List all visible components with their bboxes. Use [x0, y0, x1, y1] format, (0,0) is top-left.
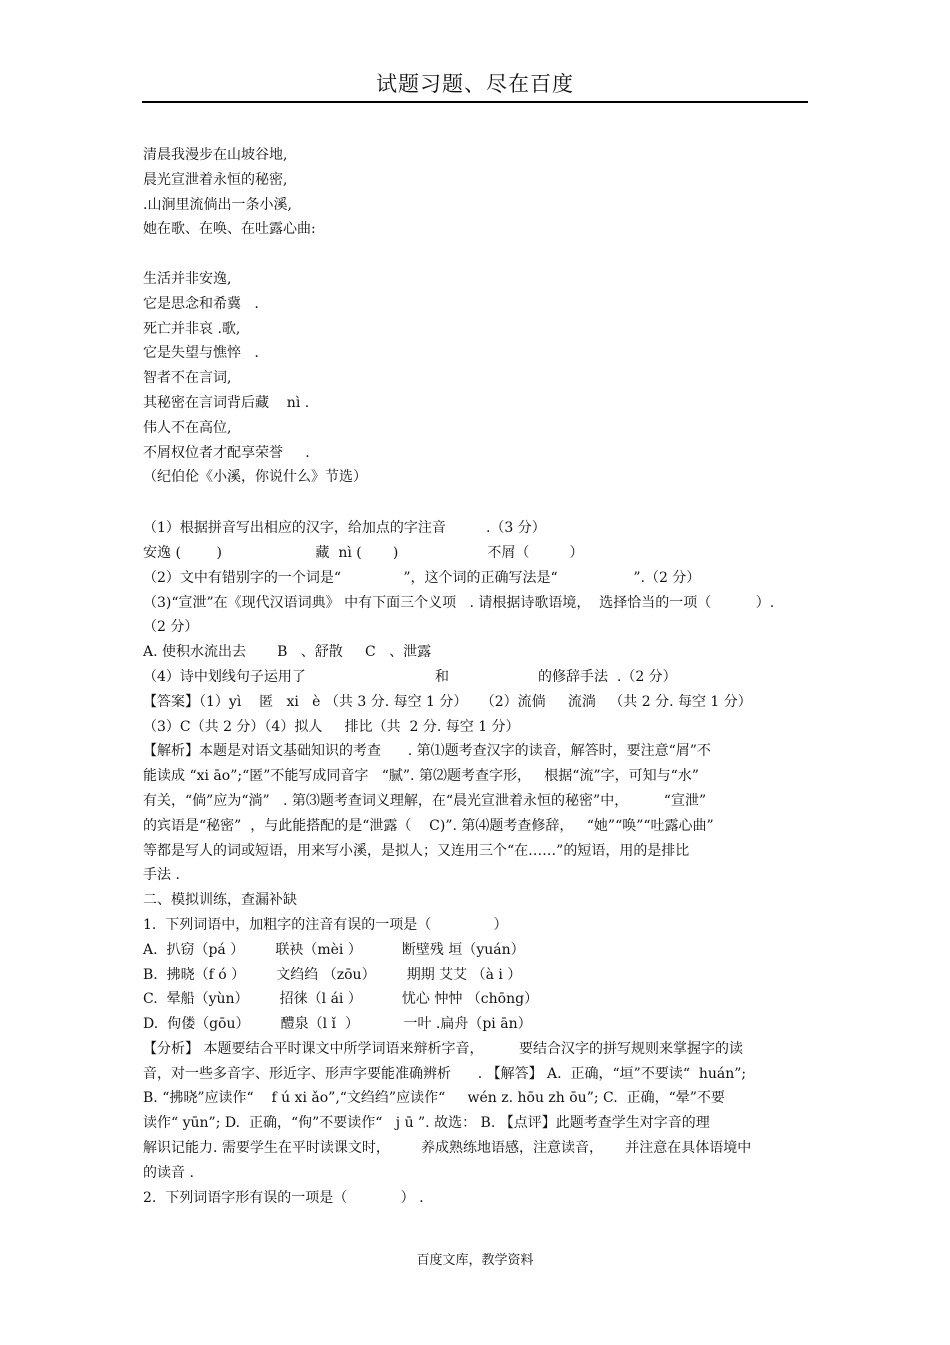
analysis-line: 的读音 .: [143, 1164, 194, 1181]
analysis-line: 【分析】 本题要结合平时课文中所学词语来辩析字音， 要结合汉字的拼写规则来掌握字的读: [143, 1040, 744, 1057]
poem-line: 智者不在言词,: [143, 370, 232, 387]
analysis-line: 解识记能力. 需要学生在平时读课文时， 养成熟练地语感，注意读音， 并注意在具体语境中: [143, 1140, 752, 1157]
question-line: A. 使积水流出去 B 、舒散 C 、泄露: [143, 644, 432, 661]
poem-line: 清晨我漫步在山坡谷地,: [143, 147, 288, 163]
answer-line: 【答案】（1）yì 匿 xi è （共 3 分. 每空 1 分） （2）流倘 流淌 （共 2 分. 每空 1 分）: [143, 693, 752, 710]
poem-line: 不屑权位者才配享荣誉 .: [143, 444, 310, 461]
question-line: （3)“宣泄”在《现代汉语词典》 中有下面三个义项 . 请根据诗歌语境， 选择恰当的一项（ ）.: [143, 594, 775, 611]
analysis-line: 的宾语是“秘密” ，与此能搭配的是“泄露（ C)”. 第⑷题考查修辞， “她”“唤”“吐露心曲”: [143, 817, 714, 834]
analysis-line: 读作“ yūn”; D. 正确，“佝”不要读作“ j ū ”. 故选： B. 【点评】此题考查学生对字音的理: [143, 1115, 710, 1132]
option-a: A. 扒窃（pá ） 联袂（mèi ） 断壁残 垣（yuán）: [143, 941, 525, 958]
practice-question: 2. 下列词语字形有误的一项是（ ） .: [143, 1189, 424, 1206]
analysis-line: B. “拂晓”应读作“ f ú xi ǎo”,“文绉绉”应读作“ wén z. hōu zh ōu”; C. 正确，“晕”不要: [143, 1090, 725, 1107]
page-footer: 百度文库，教学资料: [416, 1253, 534, 1268]
question-line: （4）诗中划线句子运用了 和 的修辞手法 .（2 分）: [143, 668, 677, 685]
poem-line: 她在歌、在唤、在吐露心曲:: [143, 221, 316, 238]
question-line: （2 分）: [143, 619, 199, 636]
answer-line: （3）C（共 2 分）（4）拟人 排比（共 2 分. 每空 1 分）: [143, 718, 520, 735]
section-gap: [143, 490, 813, 516]
analysis-line: 等都是写人的词或短语，用来写小溪，是拟人；又连用三个“在……”的短语，用的是排比: [143, 842, 690, 859]
analysis-line: 能读成 “xi āo”;“匿”不能写成同音字 “腻”. 第⑵题考查字形， 根据“流”字，可知与“水”: [143, 768, 699, 785]
analysis-line: 音，对一些多音字、形近字、形声字要能准确辨析 . 【解答】 A. 正确，“垣”不要读“ huán”;: [143, 1065, 747, 1082]
document-body: [143, 143, 813, 1210]
poem-line: 它是思念和希冀 .: [143, 295, 259, 312]
header-divider: [142, 101, 808, 103]
section-heading: 二、模拟训练，查漏补缺: [143, 892, 297, 909]
poem-line: 死亡并非哀 .歌,: [143, 320, 241, 337]
poem-line: .山涧里流倘出一条小溪,: [143, 196, 292, 213]
poem-line: 伟人不在高位,: [143, 419, 232, 436]
analysis-line: 手法 .: [143, 867, 180, 884]
option-b: B. 拂晓（f ó ） 文绉绉 （zōu） 期期 艾艾 （à i ）: [143, 966, 522, 983]
practice-question: 1. 下列词语中，加粗字的注音有误的一项是（ ）: [143, 916, 508, 933]
questions-section: [143, 516, 813, 888]
page-header-title: 试题习题、尽在百度: [376, 72, 574, 96]
poem-source: （纪伯伦《小溪，你说什么》节选）: [143, 469, 367, 486]
question-line: （1）根据拼音写出相应的汉字，给加点的字注音 .（3 分）: [143, 520, 546, 537]
analysis-line: 【解析】本题是对语文基础知识的考查 . 第⑴题考查汉字的读音，解答时，要注意“屑”不: [143, 743, 711, 760]
poem-line: 它是失望与憔悴 .: [143, 345, 259, 362]
poem-line: 生活并非安逸,: [143, 270, 232, 287]
poem-line: 其秘密在言词背后藏 nì .: [143, 394, 310, 411]
poem-section: [143, 143, 813, 490]
question-line: 安逸 ( ) 藏 nì ( ) 不屑（ ）: [143, 544, 584, 561]
question-line: （2）文中有错别字的一个词是“ ”，这个词的正确写法是“ ”.（2 分）: [143, 569, 701, 586]
poem-line: 晨光宣泄着永恒的秘密,: [143, 171, 288, 188]
practice-section: [143, 888, 813, 1210]
option-c: C. 晕船（yùn） 招徕（l ái ） 忧心 忡忡 （chōng）: [143, 991, 539, 1008]
option-d: D. 佝偻（gōu） 醴泉（l ǐ ） 一叶 .扁舟（pi ān）: [143, 1016, 532, 1033]
analysis-line: 有关，“倘”应为“淌” . 第⑶题考查词义理解，在“晨光宣泄着永恒的秘密”中， “宣泄”: [143, 792, 707, 809]
poem-stanza-break: [143, 242, 813, 267]
